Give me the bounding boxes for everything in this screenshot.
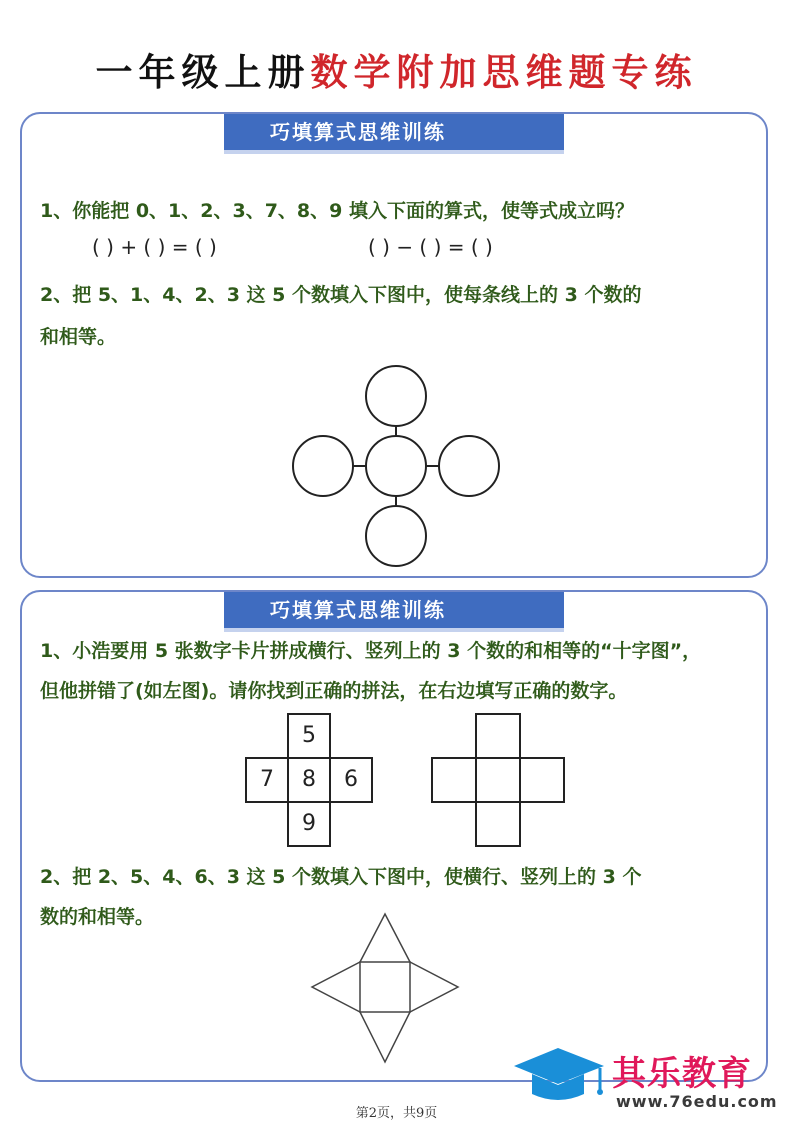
answer-cell-right: [520, 758, 564, 802]
triangle-top: [360, 914, 410, 962]
cross-value-left: 7: [260, 767, 274, 792]
cross-value-bottom: 9: [302, 811, 316, 836]
equation-subtraction: ( ) − ( ) = ( ): [368, 235, 493, 259]
circle-cross-diagram: [293, 366, 499, 566]
triangle-left: [312, 962, 360, 1012]
cross-value-center: 8: [302, 767, 316, 792]
brand-url: www.76edu.com: [616, 1092, 778, 1111]
graduation-cap-icon: [514, 1048, 604, 1100]
circle-left: [293, 436, 353, 496]
section1-banner: 巧填算式思维训练: [224, 114, 564, 150]
section2-question2-line1: 2、把 2、5、4、6、3 这 5 个数填入下图中，使横行、竖列上的 3 个: [40, 866, 642, 888]
section1-question2-line2: 和相等。: [40, 326, 117, 348]
section2-question2-line2: 数的和相等。: [40, 906, 155, 928]
circle-bottom: [366, 506, 426, 566]
brand-name: 其乐教育: [612, 1054, 752, 1094]
section1-question2-line1: 2、把 5、1、4、2、3 这 5 个数填入下图中，使每条线上的 3 个数的: [40, 284, 642, 306]
answer-cell-top: [476, 714, 520, 758]
answer-cell-left: [432, 758, 476, 802]
triangle-bottom: [360, 1012, 410, 1062]
title-part2: 数学附加思维题专练: [310, 50, 698, 94]
section2-banner: 巧填算式思维训练: [224, 592, 564, 628]
center-square: [360, 962, 410, 1012]
cross-grid-answer: [432, 714, 564, 846]
section1-question1: 1、你能把 0、1、2、3、7、8、9 填入下面的算式，使等式成立吗？: [40, 200, 634, 222]
answer-cell-center: [476, 758, 520, 802]
star-square-diagram: [312, 914, 458, 1062]
cross-value-top: 5: [302, 723, 316, 748]
page-number: 第2页，共9页: [355, 1106, 438, 1121]
circle-right: [439, 436, 499, 496]
circle-top: [366, 366, 426, 426]
cross-value-right: 6: [344, 767, 358, 792]
circle-center: [366, 436, 426, 496]
title-part1: 一年级上册: [95, 50, 311, 94]
triangle-right: [410, 962, 458, 1012]
section2-question1-line1: 1、小浩要用 5 张数字卡片拼成横行、竖列上的 3 个数的和相等的“十字图”，: [40, 640, 702, 662]
answer-cell-bottom: [476, 802, 520, 846]
equation-addition: ( ) + ( ) = ( ): [92, 235, 217, 259]
section2-question1-line2: 但他拼错了(如左图)。请你找到正确的拼法，在右边填写正确的数字。: [40, 680, 628, 702]
